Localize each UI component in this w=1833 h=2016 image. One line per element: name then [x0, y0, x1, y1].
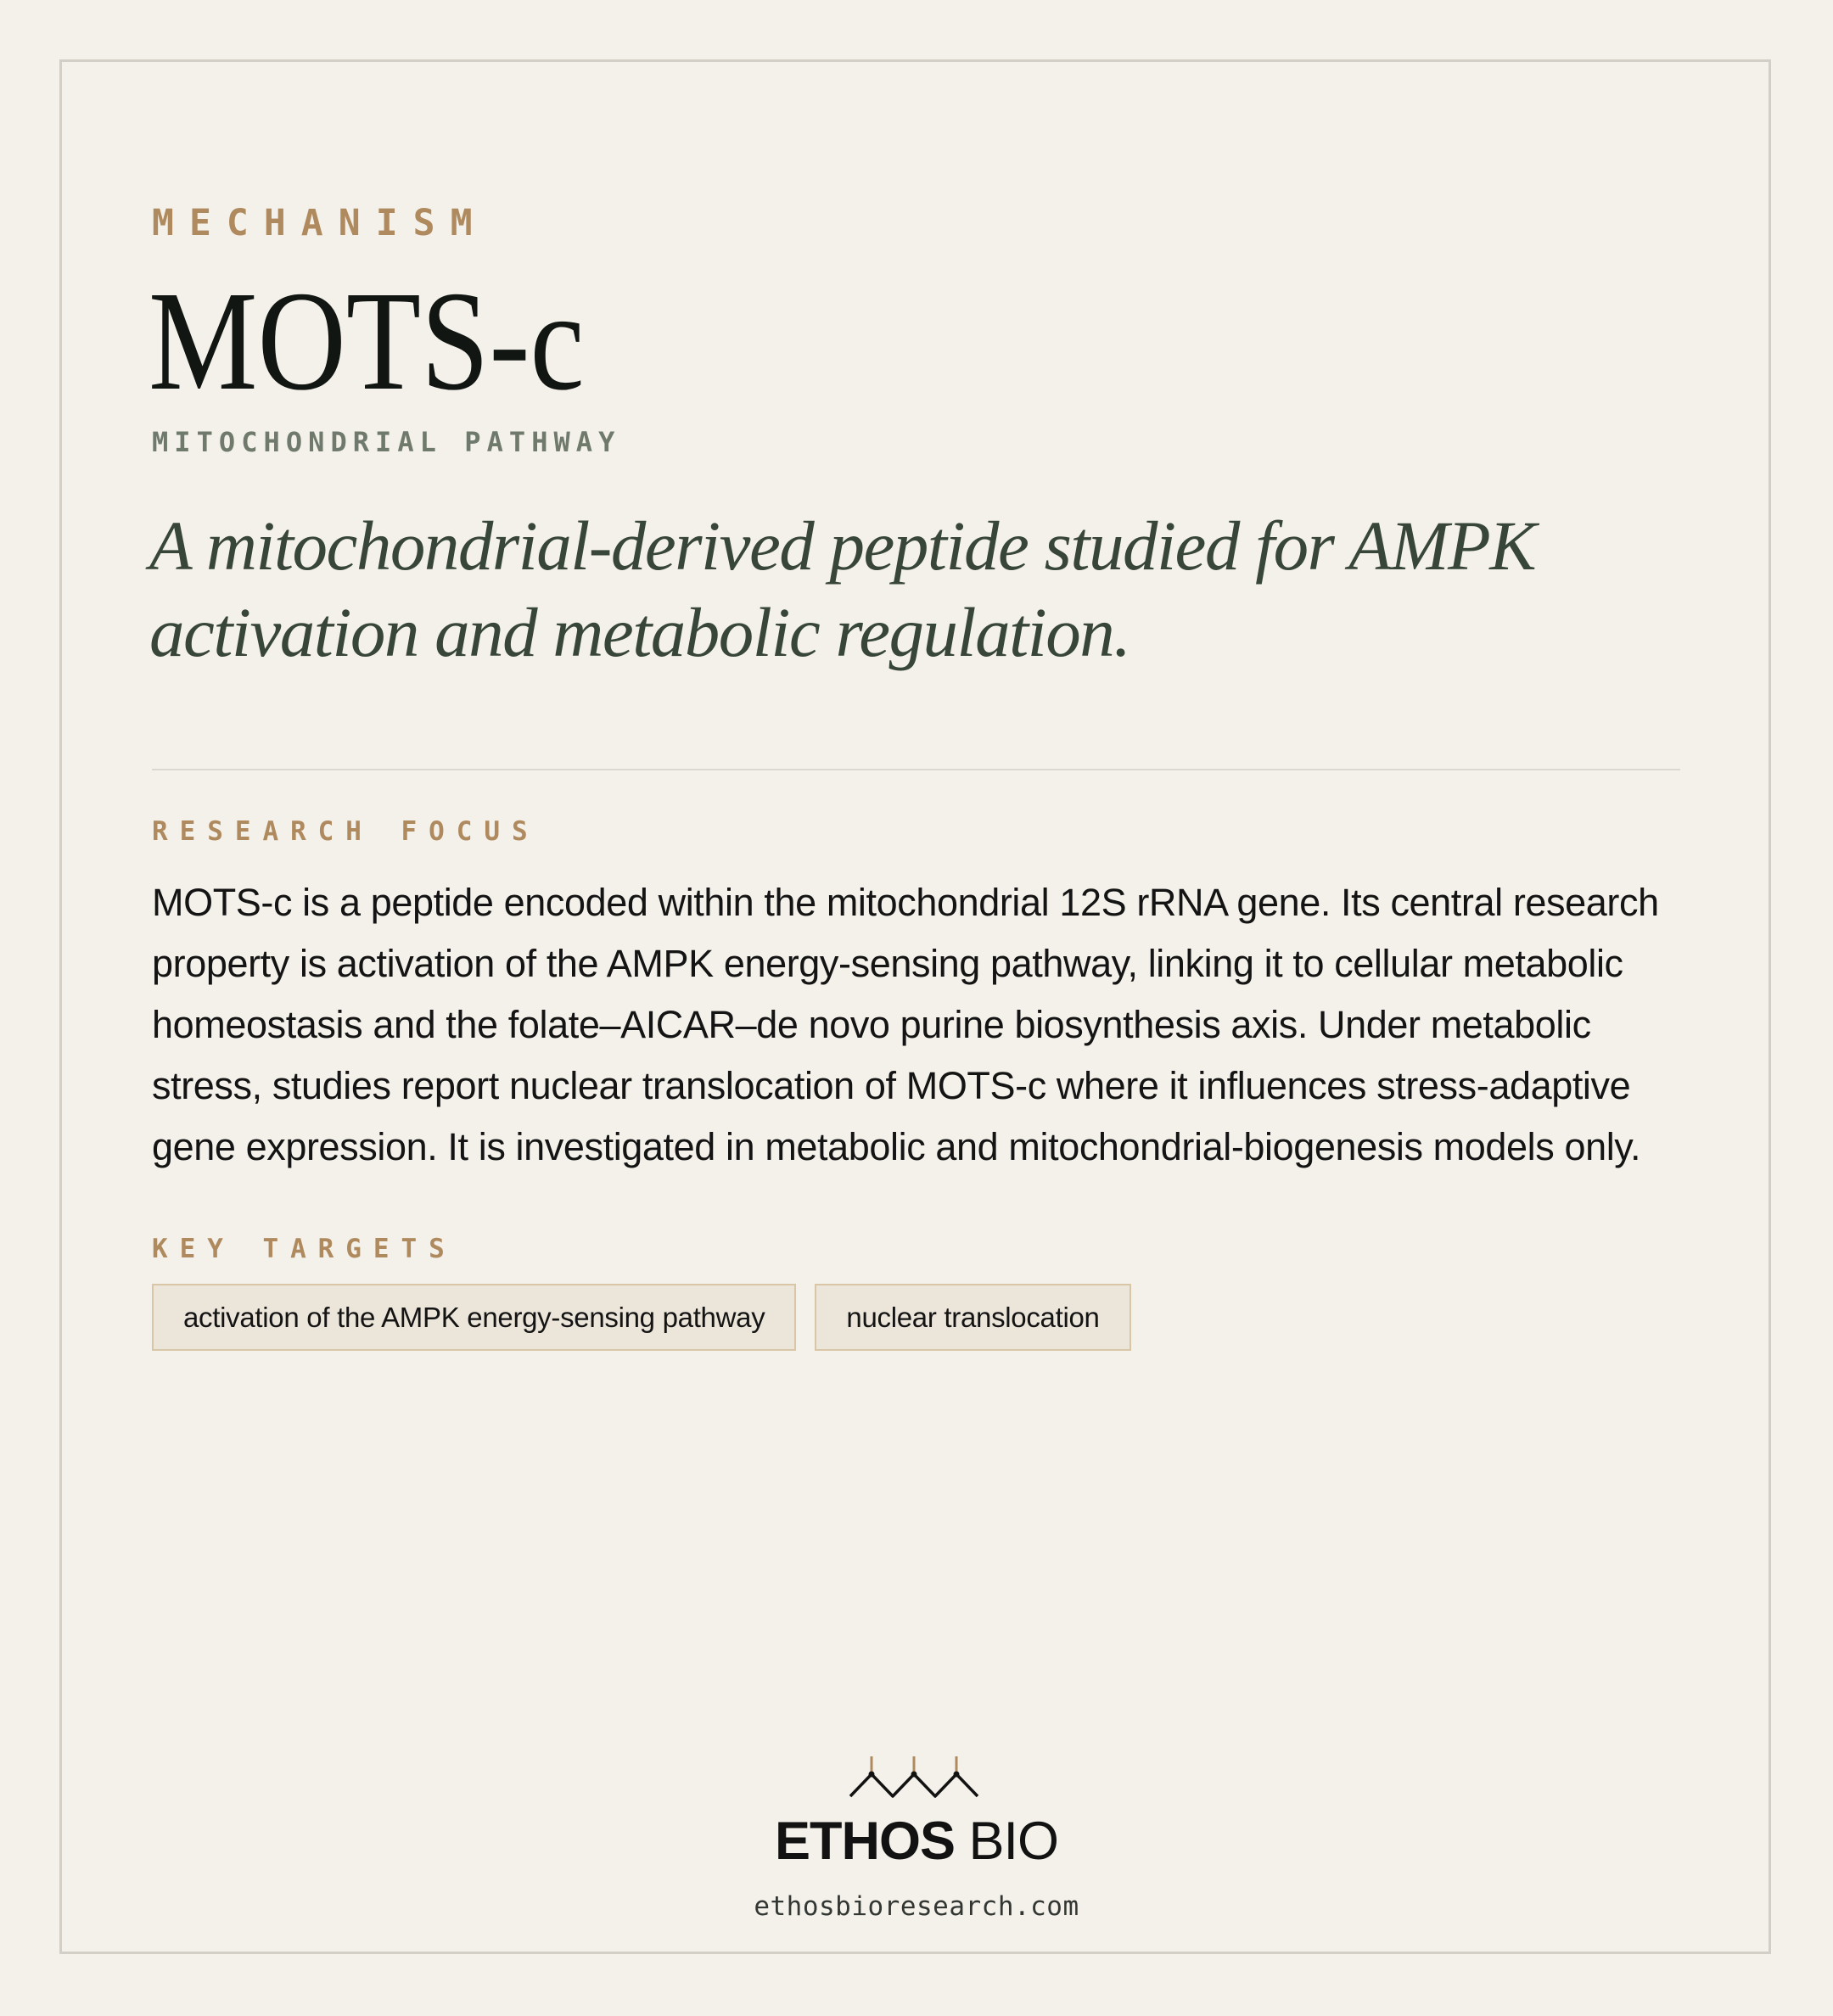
target-tag: activation of the AMPK energy-sensing pathway [152, 1284, 796, 1351]
key-targets-heading: KEY TARGETS [152, 1234, 457, 1264]
brand-strong: ETHOS [774, 1812, 955, 1871]
research-focus-body: MOTS-c is a peptide encoded within the mitochondrial 12S rRNA gene. Its central research property is activation of the AMPK energy-sensing pathway, linking it to cellular metabolic homeostasis and the folate–AICAR–de novo purine biosynthesis axis. Under metabolic stress, studies report nuclear translocation of MOTS-c where it influences stress-adaptive gene expression. It is investigated in metabolic and mitochondrial-biogenesis models only. [152, 881, 1659, 1168]
zigzag-peaks-icon [0, 1755, 1833, 1799]
website-url: ethosbioresearch.com [754, 1891, 1079, 1922]
lede-text: A mitochondrial-derived peptide studied for AMPK activation and metabolic regulation. [149, 507, 1536, 671]
brand-light: BIO [955, 1812, 1059, 1871]
page-subtitle: MITOCHONDRIAL PATHWAY [152, 426, 621, 458]
target-tag: nuclear translocation [815, 1284, 1130, 1351]
research-focus-heading: RESEARCH FOCUS [152, 816, 540, 847]
key-targets-list [152, 1284, 1131, 1351]
page-title: MOTS-c [149, 262, 585, 420]
brand-wordmark [0, 1811, 1833, 1872]
divider [152, 769, 1680, 770]
section-eyebrow: MECHANISM [152, 202, 488, 244]
